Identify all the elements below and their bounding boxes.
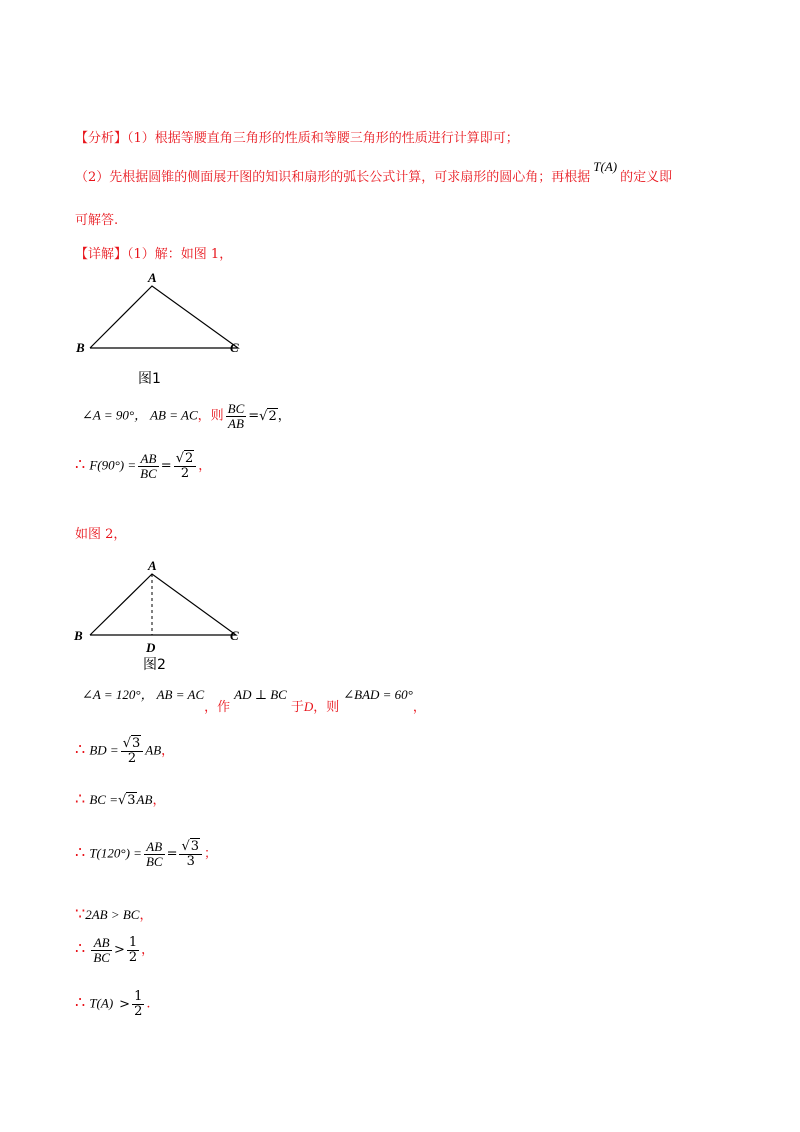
step-3: ∠A = 120°， AB = AC，作AD ⊥ BC于D，则∠BAD = 60°， xyxy=(82,687,426,715)
figure-1-caption: 图1 xyxy=(138,371,161,387)
step-8: ∴ $\frac{AB}{BC}$ > $\frac{1}{2}$ ， xyxy=(75,935,155,965)
step-6: ∴ T(120°) = $\frac{AB}{BC}$ = $\frac{√3}{3}$ ； xyxy=(75,839,218,869)
analysis-tag: 【分析】 xyxy=(75,131,128,146)
step-7: ∵2AB > BC， xyxy=(75,904,153,923)
label-c: C xyxy=(230,340,239,355)
step-2: ∴ F(90°) = $\frac{AB}{BC}$ = $\frac{√2}{2}$ ， xyxy=(75,451,212,481)
step-5: ∴ BC =√3AB， xyxy=(75,789,166,808)
step2-fraction: $\frac{AB}{BC}$ xyxy=(140,451,157,481)
figure-1 xyxy=(70,268,260,363)
analysis-formula: T(A) xyxy=(593,159,618,174)
analysis-part1: （1）根据等腰直角三角形的性质和等腰三角形的性质进行计算即可； xyxy=(127,131,519,146)
triangle-abc-2 xyxy=(90,574,236,635)
step1-then: ，则 xyxy=(197,408,224,424)
step-4: ∴ BD = $\frac{√3}{2}$ AB， xyxy=(75,736,175,766)
step-1: ∠A = 90°， AB = AC，则 $\frac{BC}{AB}$ =√2， xyxy=(82,401,291,431)
analysis-part2-after: 的定义即 xyxy=(620,170,673,185)
fig2-intro: 如图 2， xyxy=(75,527,127,542)
triangle-abc xyxy=(90,286,238,348)
analysis-line-2 xyxy=(75,159,673,185)
analysis-part2-before: （2）先根据圆锥的侧面展开图的知识和扇形的弧长公式计算，可求扇形的圆心角；再根据 xyxy=(75,170,591,185)
step2-result: $\frac{√2}{2}$ xyxy=(174,452,197,480)
step1-sqrt: √2 xyxy=(259,408,277,424)
step2-lhs: F(90°) = xyxy=(89,457,137,473)
label-b: B xyxy=(76,340,85,355)
step4-fraction: $\frac{√3}{2}$ xyxy=(121,737,144,765)
step1-given: ∠A = 90°， AB = AC xyxy=(82,407,198,423)
detail-tag: 【详解】 xyxy=(75,247,128,262)
figure-2 xyxy=(70,558,260,658)
detail-line xyxy=(75,243,232,262)
analysis-line-3 xyxy=(75,209,118,228)
detail-intro: （1）解：如图 1， xyxy=(127,247,233,262)
label-c-2: C xyxy=(230,628,239,643)
figure-2-caption: 图2 xyxy=(143,657,166,673)
analysis-line-1 xyxy=(75,127,519,146)
step-9: ∴ T(A) > $\frac{1}{2}$ . xyxy=(75,989,151,1019)
step1-fraction: $\frac{BC}{AB}$ xyxy=(227,401,245,431)
label-d: D xyxy=(146,640,156,655)
label-b-2: B xyxy=(74,628,83,643)
analysis-part2-cont: 可解答. xyxy=(75,213,119,228)
label-a-2: A xyxy=(148,558,157,573)
label-a: A xyxy=(148,270,157,285)
